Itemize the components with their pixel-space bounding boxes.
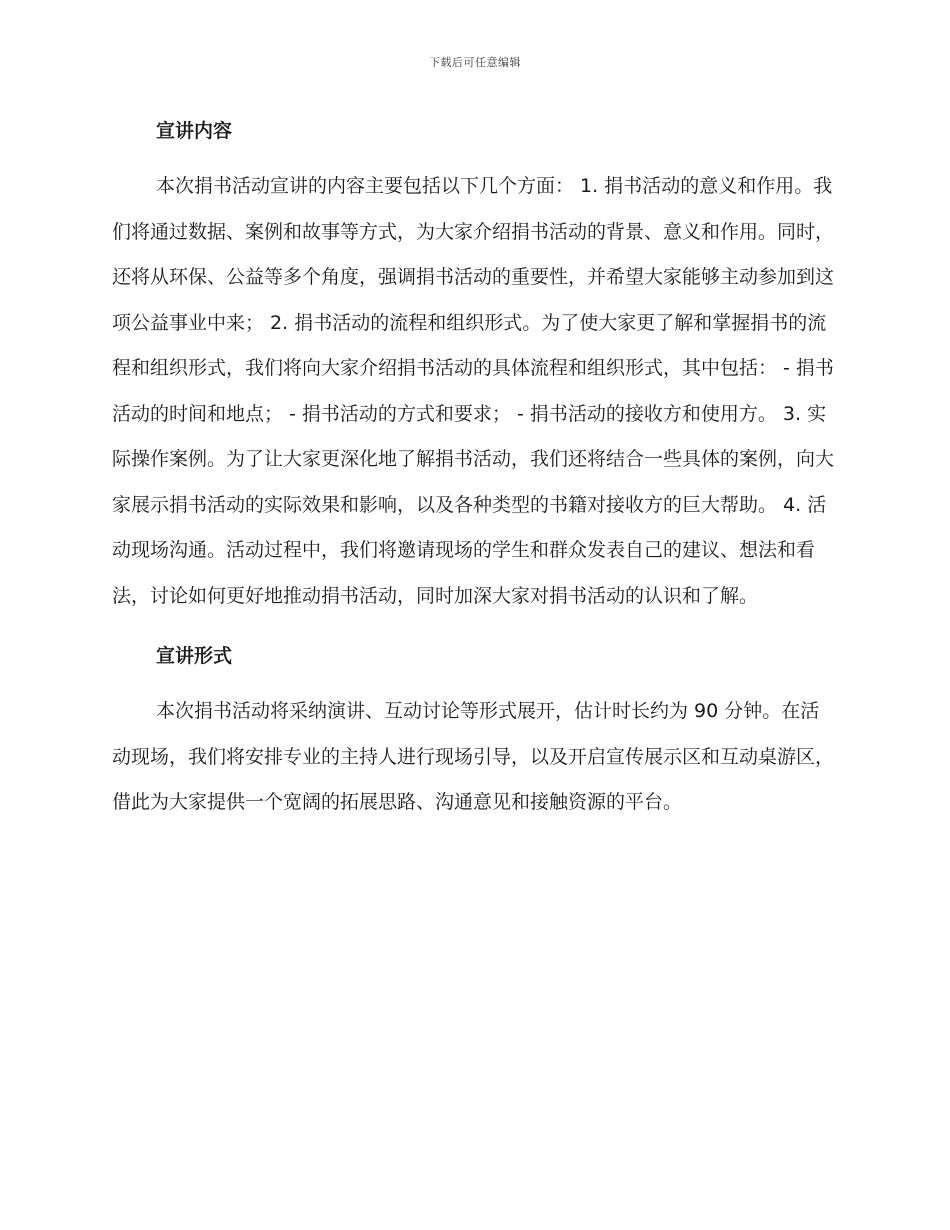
section-paragraph-content: 本次捐书活动宣讲的内容主要包括以下几个方面： 1. 捐书活动的意义和作用。我们将通过数据、案例和故事等方式，为大家介绍捐书活动的背景、意义和作用。同时，还将从环保、公益等多个角度，强调捐书活动的重要性，并希望大家能够主动参加到这项公益事业中来； 2. 捐书活动的流程和组织形式。为了使大家更了解和掌握捐书的流程和组织形式，我们将向大家介绍捐书活动的具体流程和组织形式，其中包括： - 捐书活动的时间和地点； - 捐书活动的方式和要求； - 捐书活动的接收方和使用方。 3. 实际操作案例。为了让大家更深化地了解捐书活动，我们还将结合一些具体的案例，向大家展示捐书活动的实际效果和影响，以及各种类型的书籍对接收方的巨大帮助。 4. 活动现场沟通。活动过程中，我们将邀请现场的学生和群众发表自己的建议、想法和看法，讨论如何更好地推动捐书活动，同时加深大家对捐书活动的认识和了解。 <box>112 175 835 607</box>
section-heading-format: 宣讲形式 <box>156 645 233 667</box>
section-heading-content: 宣讲内容 <box>156 120 233 142</box>
page-header: 下载后可任意编辑 <box>429 56 521 69</box>
section-paragraph-format: 本次捐书活动将采纳演讲、互动讨论等形式展开，估计时长约为 90 分钟。在活动现场，我们将安排专业的主持人进行现场引导，以及开启宣传展示区和互动桌游区，借此为大家提供一个宽阔的拓展思路、沟通意见和接触资源的平台。 <box>112 700 835 813</box>
document-body <box>112 112 838 826</box>
